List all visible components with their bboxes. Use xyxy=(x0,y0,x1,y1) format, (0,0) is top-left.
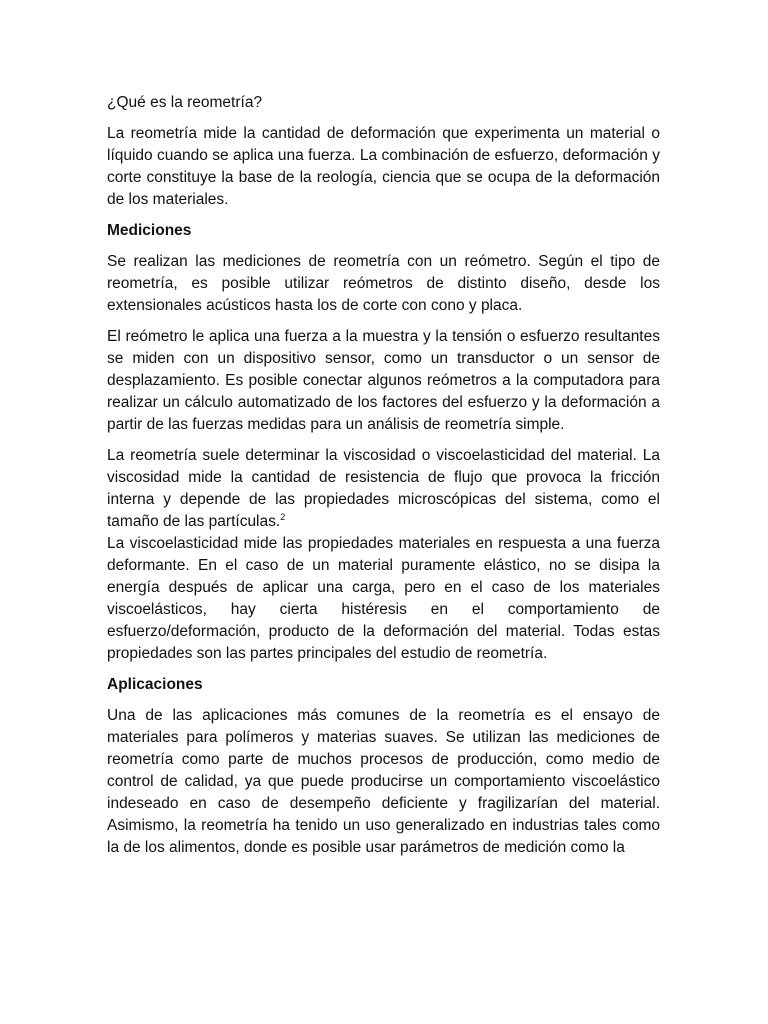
document-page xyxy=(107,92,660,868)
section-heading-mediciones: Mediciones xyxy=(107,222,192,239)
document-title: ¿Qué es la reometría? xyxy=(107,94,263,111)
mediciones-paragraph-4: La viscoelasticidad mide las propiedades materiales en respuesta a una fuerza deformante. En el caso de un material puramente elástico, no se disipa la energía después de aplicar una carga, pero en el caso de los materiales viscoelásticos, hay cierta histéresis en el comportamiento de esfuerzo/deformación, producto de la deformación del material. Todas estas propiedades son las partes principales del estudio de reometría. xyxy=(107,535,660,662)
footnote-marker: 2 xyxy=(280,512,286,522)
mediciones-paragraph-3 xyxy=(107,445,660,533)
intro-paragraph: La reometría mide la cantidad de deformación que experimenta un material o líquido cuando se aplica una fuerza. La combinación de esfuerzo, deformación y corte constituye la base de la reología, ciencia que se ocupa de la deformación de los materiales. xyxy=(107,125,660,208)
section-heading-aplicaciones: Aplicaciones xyxy=(107,676,203,693)
mediciones-paragraph-3-text: La reometría suele determinar la viscosidad o viscoelasticidad del material. La viscosidad mide la cantidad de resistencia de flujo que provoca la fricción interna y depende de las propiedades microscópicas del sistema, como el tamaño de las partículas. xyxy=(107,447,660,530)
mediciones-paragraph-2: El reómetro le aplica una fuerza a la muestra y la tensión o esfuerzo resultantes se miden con un dispositivo sensor, como un transductor o un sensor de desplazamiento. Es posible conectar algunos reómetros a la computadora para realizar un cálculo automatizado de los factores del esfuerzo y la deformación a partir de las fuerzas medidas para un análisis de reometría simple. xyxy=(107,328,660,433)
aplicaciones-paragraph-1: Una de las aplicaciones más comunes de la reometría es el ensayo de materiales para polímeros y materias suaves. Se utilizan las mediciones de reometría como parte de muchos procesos de producción, como medio de control de calidad, ya que puede producirse un comportamiento viscoelástico indeseado en caso de desempeño deficiente y fragilizarían del material. Asimismo, la reometría ha tenido un uso generalizado en industrias tales como la de los alimentos, donde es posible usar parámetros de medición como la xyxy=(107,707,660,856)
mediciones-paragraph-1: Se realizan las mediciones de reometría con un reómetro. Según el tipo de reometría, es posible utilizar reómetros de distinto diseño, desde los extensionales acústicos hasta los de corte con cono y placa. xyxy=(107,253,660,314)
